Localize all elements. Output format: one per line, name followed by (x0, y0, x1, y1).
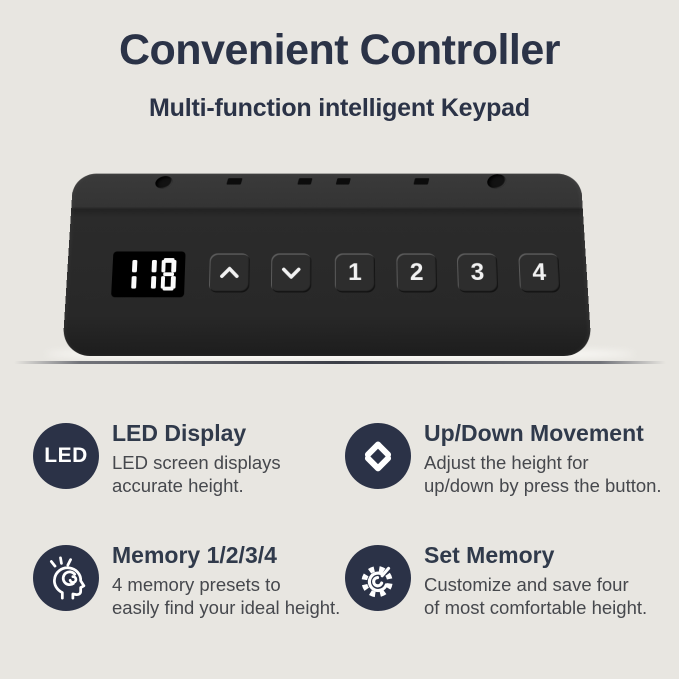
preset-button-1-label: 1 (348, 259, 362, 286)
chevron-down-icon (275, 257, 308, 288)
settings-gear-icon (356, 556, 400, 600)
feature-set-memory (345, 543, 665, 619)
led-height-display (111, 251, 186, 297)
led-digit (140, 258, 156, 290)
led-digit (160, 258, 176, 290)
controller-device (62, 174, 592, 356)
vent-slot (336, 178, 351, 184)
head-idea-icon (44, 556, 88, 600)
up-button (209, 253, 250, 292)
preset-button-3-label: 3 (470, 259, 485, 286)
screw-hole-left-icon (154, 174, 174, 190)
feature-text-line: 4 memory presets to (112, 573, 281, 595)
preset-button-1 (335, 253, 375, 292)
preset-button-2 (396, 253, 437, 292)
gear-icon (345, 545, 411, 611)
vent-slot (226, 178, 242, 184)
down-button (271, 253, 312, 292)
led-badge-label: LED (44, 444, 88, 467)
feature-text-line: up/down by press the button. (424, 475, 662, 497)
vent-slot (297, 178, 312, 184)
led-display-digits (121, 258, 176, 290)
page-subtitle: Multi-function intelligent Keypad (149, 94, 530, 122)
screw-hole-right-icon (485, 172, 508, 190)
feature-text (424, 451, 662, 498)
preset-button-4 (518, 253, 560, 292)
controller-body (62, 174, 592, 356)
preset-button-2-label: 2 (409, 259, 424, 286)
feature-led-display (33, 421, 353, 497)
feature-text (112, 451, 281, 498)
feature-text-line: easily find your ideal height. (112, 597, 341, 619)
preset-button-4-label: 4 (531, 259, 547, 286)
page-title: Convenient Controller (118, 26, 561, 74)
feature-text-line: accurate height. (112, 475, 244, 497)
feature-title: Memory 1/2/3/4 (112, 542, 277, 568)
memory-idea-icon (33, 545, 99, 611)
table-shadow-line (14, 361, 666, 364)
feature-title: Set Memory (424, 542, 555, 568)
feature-title: Up/Down Movement (424, 420, 644, 446)
feature-text (112, 573, 340, 620)
up-down-icon (345, 423, 411, 489)
led-digit (121, 258, 137, 290)
feature-text-line: of most comfortable height. (424, 597, 648, 619)
feature-memory-presets (33, 543, 353, 619)
feature-text-line: LED screen displays (112, 451, 281, 473)
feature-text-line: Adjust the height for (424, 451, 589, 473)
feature-up-down-movement (345, 421, 665, 497)
preset-button-3 (457, 253, 499, 292)
led-badge-icon (33, 423, 99, 489)
feature-text-line: Customize and save four (424, 573, 629, 595)
feature-title: LED Display (112, 420, 247, 446)
up-down-chevrons-icon (356, 434, 400, 478)
chevron-up-icon (213, 257, 246, 288)
vent-slot (413, 178, 429, 184)
feature-text (424, 573, 647, 620)
